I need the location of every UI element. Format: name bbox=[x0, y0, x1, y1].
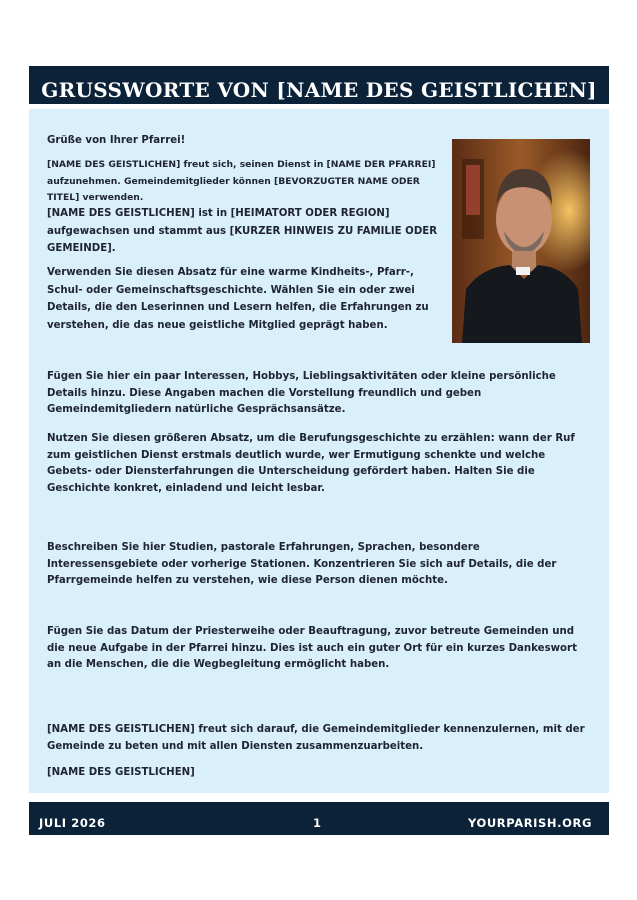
portrait-photo bbox=[452, 139, 590, 343]
interests-paragraph: Fügen Sie hier ein paar Interessen, Hobbys, Lieblingsaktivitäten oder kleine persönliche Details hinzu. Diese Angaben machen die Vorstellung freundlich und geben Gemeindemitgliedern natürliche Gesprächsansätze. bbox=[47, 371, 556, 415]
footer-website: YOURPARISH.ORG bbox=[467, 816, 592, 830]
hometown-paragraph: [NAME DES GEISTLICHEN] ist in [HEIMATORT ODER REGION] aufgewachsen und stammt aus [KURZER HINWEIS ZU FAMILIE ODER GEMEINDE]. bbox=[47, 208, 438, 254]
page-number: 1 bbox=[313, 816, 322, 830]
intro-paragraph: [NAME DES GEISTLICHEN] freut sich, seinen Dienst in [NAME DER PFARREI] aufzunehmen. Gemeindemitglieder können [BEVORZUGTER NAME ODER TITEL] verwenden. bbox=[47, 159, 436, 203]
footer-date: JULI 2026 bbox=[39, 816, 106, 830]
page-title: GRUSSWORTE VON [NAME DES GEISTLICHEN] bbox=[41, 78, 597, 102]
closing-paragraph: [NAME DES GEISTLICHEN] freut sich darauf, die Gemeindemitglieder kennenzulernen, mit der Gemeinde zu beten und mit allen Diensten zusammenzuarbeiten. bbox=[47, 724, 585, 752]
signature-line: [NAME DES GEISTLICHEN] bbox=[47, 767, 195, 778]
childhood-paragraph: Verwenden Sie diesen Absatz für eine warme Kindheits-, Pfarr-, Schul- oder Gemeinschaftsgeschichte. Wählen Sie ein oder zwei Details, die den Leserinnen und Lesern helfen, die Erfahrungen zu verstehen, die das neue geistliche Mitglied geprägt haben. bbox=[47, 267, 429, 331]
header-bar bbox=[29, 66, 609, 104]
clergy-portrait-icon bbox=[452, 139, 590, 343]
studies-paragraph: Beschreiben Sie hier Studien, pastorale Erfahrungen, Sprachen, besondere Interessensgebiete oder vorherige Stationen. Konzentrieren Sie sich auf Details, die der Pfarrgemeinde helfen zu verstehen, wie diese Person dienen möchte. bbox=[47, 542, 557, 586]
greeting-heading: Grüße von Ihrer Pfarrei! bbox=[47, 135, 186, 146]
footer-bar bbox=[29, 802, 609, 835]
vocation-paragraph: Nutzen Sie diesen größeren Absatz, um die Berufungsgeschichte zu erzählen: wann der Ruf zum geistlichen Dienst erstmals deutlich wurde, wer Ermutigung schenkte und welche Gebets- oder Diensterfahrungen die Unterscheidung gefördert haben. Halten Sie die Geschichte konkret, einladend und leicht lesbar. bbox=[47, 433, 575, 494]
ordination-paragraph: Fügen Sie das Datum der Priesterweihe oder Beauftragung, zuvor betreute Gemeinden und die neue Aufgabe in der Pfarrei hinzu. Dies ist auch ein guter Ort für ein kurzes Dankeswort an die Menschen, die die Wegbegleitung ermöglicht haben. bbox=[47, 626, 577, 670]
